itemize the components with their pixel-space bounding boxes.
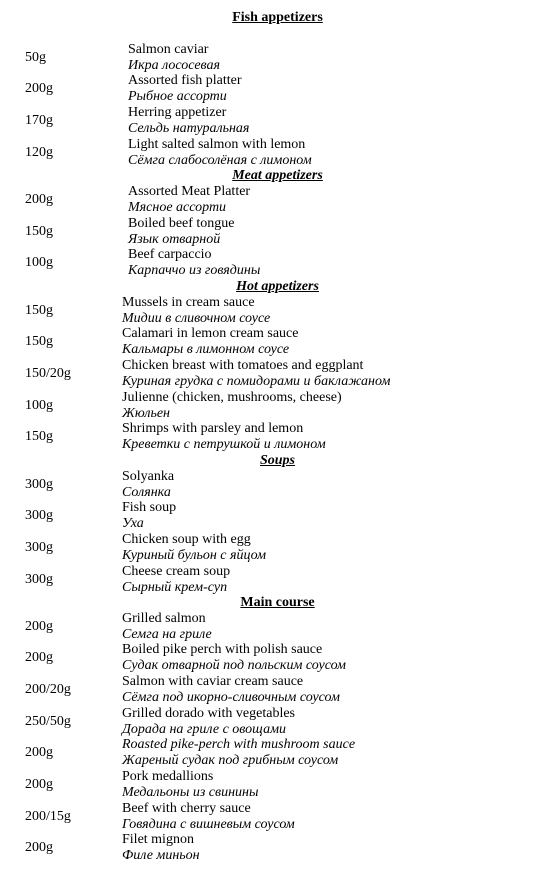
item-name-ru: Дорада на гриле с овощами	[122, 722, 287, 737]
item-name-en: Herring appetizer	[128, 105, 227, 120]
item-name-ru: Судак отварной под польским соусом	[122, 658, 346, 673]
item-weight: 200/15g	[25, 809, 71, 824]
item-weight: 200g	[25, 192, 53, 207]
item-name-ru: Язык отварной	[128, 232, 221, 247]
menu-item	[0, 73, 555, 105]
item-name-en: Filet mignon	[122, 832, 194, 847]
menu-item	[0, 500, 555, 532]
item-weight: 300g	[25, 540, 53, 555]
menu-item	[0, 564, 555, 596]
menu-item	[0, 358, 555, 390]
item-weight: 200g	[25, 777, 53, 792]
item-name-ru: Рыбное ассорти	[128, 89, 227, 104]
item-weight: 50g	[25, 50, 46, 65]
item-name-en: Pork medallions	[122, 769, 214, 784]
section-title-fish-appetizers: Fish appetizers	[232, 10, 323, 25]
menu-item	[0, 642, 555, 674]
item-name-en: Salmon caviar	[128, 42, 209, 57]
item-name-ru: Икра лососевая	[128, 58, 221, 73]
section-title-meat-appetizers: Meat appetizers	[232, 168, 323, 183]
item-name-en: Boiled pike perch with polish sauce	[122, 642, 323, 657]
item-name-en: Assorted Meat Platter	[128, 184, 251, 199]
section-title-main-course: Main course	[240, 595, 315, 610]
item-weight: 100g	[25, 255, 53, 270]
item-name-en: Grilled salmon	[122, 611, 206, 626]
menu-item	[0, 137, 555, 169]
item-name-en: Solyanka	[122, 469, 175, 484]
item-weight: 200g	[25, 650, 53, 665]
item-weight: 300g	[25, 508, 53, 523]
item-name-ru: Мясное ассорти	[128, 200, 227, 215]
item-name-ru: Уха	[122, 516, 144, 531]
menu-item	[0, 706, 555, 738]
item-name-en: Grilled dorado with vegetables	[122, 706, 296, 721]
item-weight: 150/20g	[25, 366, 71, 381]
menu-item	[0, 469, 555, 501]
item-name-en: Mussels in cream sauce	[122, 295, 255, 310]
menu-item	[0, 390, 555, 422]
item-weight: 150g	[25, 224, 53, 239]
item-name-en: Chicken soup with egg	[122, 532, 251, 547]
item-name-ru: Жареный судак под грибным соусом	[122, 753, 339, 768]
item-name-en: Assorted fish platter	[128, 73, 242, 88]
menu-item	[0, 105, 555, 137]
menu-item	[0, 611, 555, 643]
item-weight: 300g	[25, 477, 53, 492]
item-name-ru: Семга на гриле	[122, 627, 212, 642]
item-name-ru: Медальоны из свинины	[122, 785, 259, 800]
item-weight: 200g	[25, 840, 53, 855]
item-name-en: Shrimps with parsley and lemon	[122, 421, 304, 436]
item-weight: 200/20g	[25, 682, 71, 697]
menu-item	[0, 326, 555, 358]
item-name-ru: Сёмга слабосолёная с лимоном	[128, 153, 312, 168]
item-name-ru: Креветки с петрушкой и лимоном	[122, 437, 326, 452]
item-weight: 150g	[25, 429, 53, 444]
item-name-en: Roasted pike-perch with mushroom sauce	[122, 737, 356, 752]
menu-item	[0, 216, 555, 248]
menu-item	[0, 421, 555, 453]
item-weight: 170g	[25, 113, 53, 128]
item-name-en: Salmon with caviar cream sauce	[122, 674, 304, 689]
item-name-ru: Сырный крем-суп	[122, 580, 228, 595]
item-weight: 200g	[25, 81, 53, 96]
item-weight: 150g	[25, 303, 53, 318]
item-name-en: Light salted salmon with lemon	[128, 137, 306, 152]
item-name-en: Chicken breast with tomatoes and eggplant	[122, 358, 364, 373]
item-name-ru: Карпаччо из говядины	[128, 263, 261, 278]
item-name-en: Fish soup	[122, 500, 177, 515]
item-weight: 120g	[25, 145, 53, 160]
section-title-soups: Soups	[259, 453, 296, 468]
item-name-en: Calamari in lemon cream sauce	[122, 326, 299, 341]
item-name-ru: Кальмары в лимонном соусе	[122, 342, 290, 357]
item-name-ru: Говядина с вишневым соусом	[122, 817, 295, 832]
menu-item	[0, 769, 555, 801]
menu-item	[0, 674, 555, 706]
menu-item	[0, 801, 555, 833]
item-name-ru: Сельдь натуральная	[128, 121, 250, 136]
menu-item	[0, 247, 555, 279]
menu-item	[0, 737, 555, 769]
menu-item	[0, 295, 555, 327]
item-name-ru: Мидии в сливочном соусе	[122, 311, 271, 326]
item-weight: 250/50g	[25, 714, 71, 729]
item-name-en: Beef carpaccio	[128, 247, 212, 262]
item-name-ru: Сёмга под икорно-сливочным соусом	[122, 690, 340, 705]
item-weight: 200g	[25, 745, 53, 760]
menu-item	[0, 832, 555, 864]
item-name-en: Cheese cream soup	[122, 564, 231, 579]
item-weight: 150g	[25, 334, 53, 349]
item-weight: 100g	[25, 398, 53, 413]
item-weight: 300g	[25, 572, 53, 587]
item-weight: 200g	[25, 619, 53, 634]
item-name-ru: Куриная грудка с помидорами и баклажаном	[122, 374, 391, 389]
item-name-ru: Жюльен	[122, 406, 170, 421]
item-name-en: Boiled beef tongue	[128, 216, 235, 231]
item-name-en: Beef with cherry sauce	[122, 801, 251, 816]
menu-item	[0, 42, 555, 74]
menu-item	[0, 532, 555, 564]
item-name-ru: Филе миньон	[122, 848, 200, 863]
item-name-ru: Солянка	[122, 485, 171, 500]
item-name-ru: Куриный бульон с яйцом	[122, 548, 267, 563]
item-name-en: Julienne (chicken, mushrooms, cheese)	[122, 390, 342, 405]
menu-item	[0, 184, 555, 216]
section-title-hot-appetizers: Hot appetizers	[236, 279, 319, 294]
